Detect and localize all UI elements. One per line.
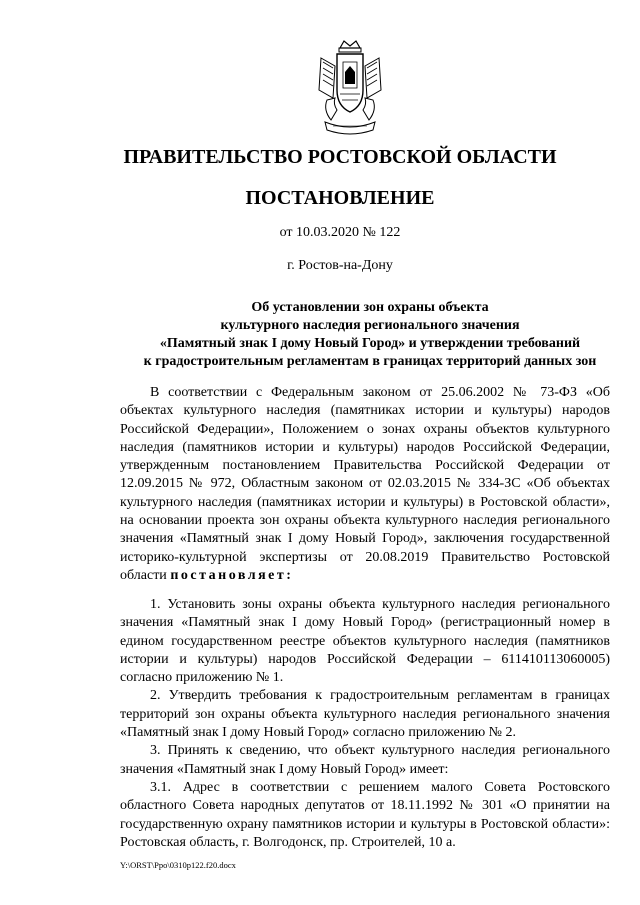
organization-name: ПРАВИТЕЛЬСТВО РОСТОВСКОЙ ОБЛАСТИ <box>123 146 557 168</box>
resolution-item: 2. Утвердить требования к градостроительным регламентам в границах территорий зон охраны объекта культурного наследия регионального значения «Памятный знак I дому Новый Город» согласно приложению № 2. <box>120 688 610 741</box>
file-path-footer: Y:\ORST\Ppo\0310p122.f20.docx <box>120 860 236 870</box>
document-type: ПОСТАНОВЛЕНИЕ <box>245 187 435 209</box>
preamble-text: В соответствии с Федеральным законом от 25.06.2002 № 73-ФЗ «Об объектах культурного наследия (памятниках истории и культуры) народов Российской Федерации», Положением о зонах охраны объектов культурного наследия (памятников истории и культуры) народов Российской Федерации, утвержденным постановлением Правительства Российской Федерации от 12.09.2015 № 972, Областным законом от 02.03.2015 № 334-ЗС «Об объектах культурного наследия (памятниках истории и культуры) в Ростовской области», на основании проекта зон охраны объекта культурного наследия регионального значения «Памятный знак I дому Новый Город», заключения государственной историко-культурной экспертизы от 20.08.2019 Правительство Ростовской области <box>120 385 610 583</box>
resolution-item: 1. Установить зоны охраны объекта культурного наследия регионального значения «Памятный знак I дому Новый Город» (регистрационный номер в едином государственном реестре объектов культурного наследия (памятников истории и культуры) народов Российской Федерации – 611410113060005) согласно приложению № 1. <box>120 597 610 686</box>
title-line: Об установлении зон охраны объекта <box>251 300 489 315</box>
preamble-paragraph <box>120 384 610 585</box>
document-date-number: от 10.03.2020 № 122 <box>279 225 401 240</box>
title-line: «Памятный знак I дому Новый Город» и утверждении требований <box>159 336 581 351</box>
document-city: г. Ростов-на-Дону <box>287 258 393 273</box>
resolution-item: 3.1. Адрес в соответствии с решением малого Совета Ростовского областного Совета народных депутатов от 18.11.1992 № 301 «О принятии на государственную охрану памятников истории и культуры в Ростовской области»: Ростовская область, г. Волгодонск, пр. Строителей, 10 а. <box>120 779 610 850</box>
resolution-items <box>120 596 610 852</box>
title-line: к градостроительным регламентам в границах территорий данных зон <box>143 354 597 369</box>
resolution-item: 3. Принять к сведению, что объект культурного наследия регионального значения «Памятный знак I дому Новый Город» имеет: <box>120 743 610 777</box>
resolves-word: постановляет: <box>170 567 294 583</box>
preamble <box>120 384 610 585</box>
title-line: культурного наследия регионального значения <box>220 318 520 333</box>
coat-of-arms-icon <box>313 38 387 138</box>
document-title <box>100 299 640 371</box>
